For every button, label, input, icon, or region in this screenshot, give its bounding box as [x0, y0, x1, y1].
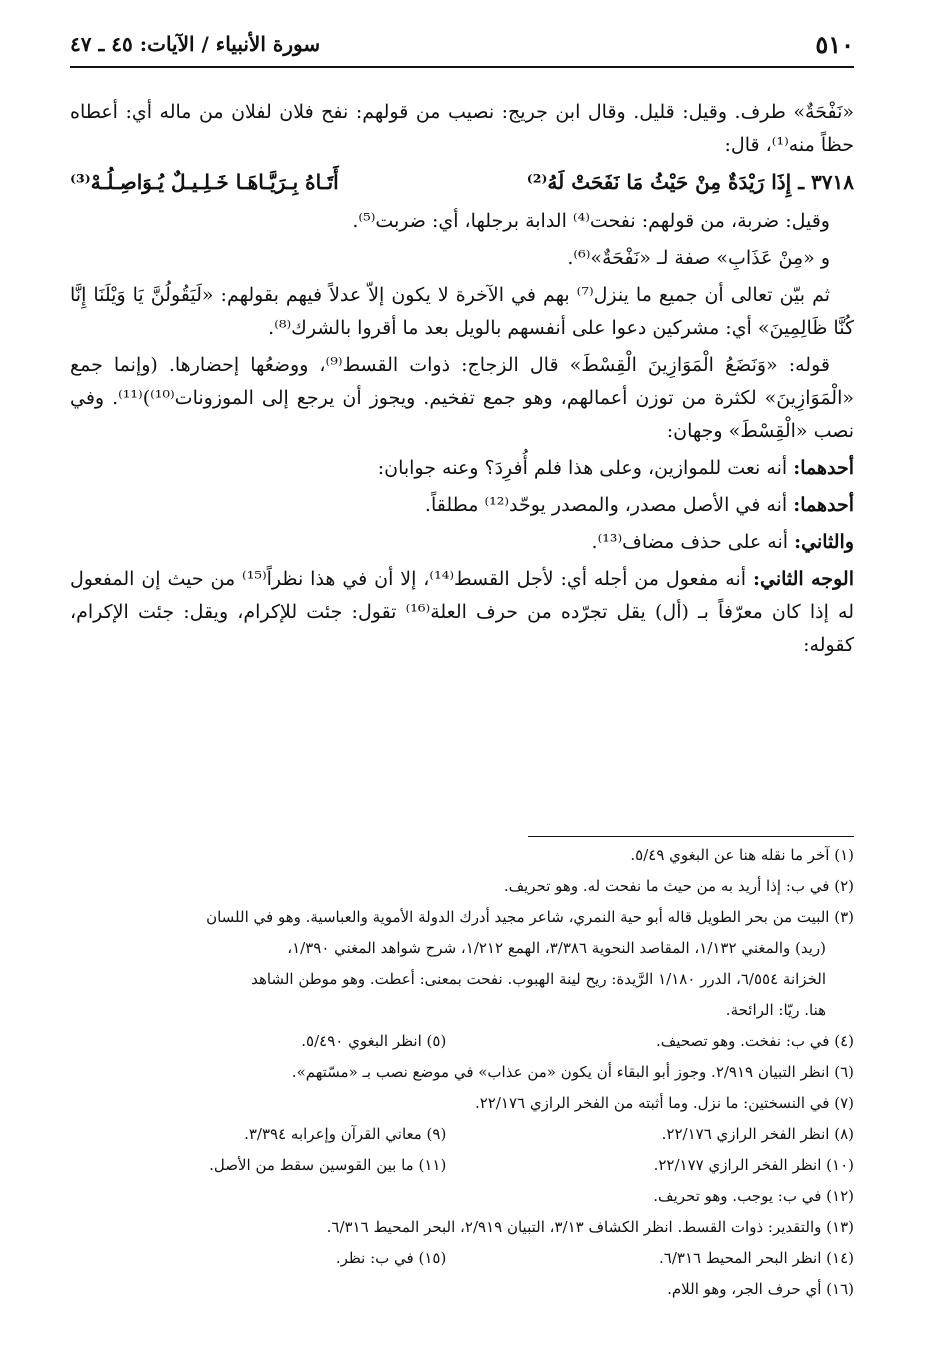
paragraph: وقيل: ضربة، من قولهم: نفحت⁽⁴⁾ الدابة برجلها، أي: ضربت⁽⁵⁾. [352, 210, 830, 232]
paragraph-text: أنه في الأصل مصدر، والمصدر يوحّد⁽¹²⁾ مطلقاً. [424, 494, 794, 516]
paragraph-text: أنه نعت للموازين، وعلى هذا فلم أُفرِدَ؟ وعنه جوابان: [377, 457, 794, 479]
paragraph-label: أحدهما: [793, 494, 854, 516]
paragraph: و «مِنْ عَذَابِ» صفة لـ «نَفْحَةٌ»⁽⁶⁾. [567, 247, 830, 269]
footnote: (٩) معاني القرآن وإعرابه ٣/٣٩٤. [244, 1125, 447, 1143]
paragraph [70, 563, 854, 662]
paragraph [70, 489, 854, 522]
footnote-pair [70, 1243, 854, 1274]
main-text [70, 96, 854, 666]
footnote-continuation: الخزانة ٦/٥٥٤، الدرر ١/١٨٠ الرَّيدة: ريح لينة الهبوب. نفحت بمعنى: أعطت. وهو موطن الشاهد [251, 970, 826, 988]
footnote: (١٢) في ب: يوجب. وهو تحريف. [653, 1187, 854, 1205]
footnote: (١٠) انظر الفخر الرازي ٢٢/١٧٧. [653, 1156, 854, 1174]
paragraph-label: أحدهما: [793, 457, 854, 479]
footnote: (١٥) في ب: نظر. [335, 1249, 447, 1267]
paragraph [70, 526, 854, 559]
footnote: (٢) في ب: إذا أريد به من حيث ما نفحت له. وهو تحريف. [503, 877, 854, 895]
footnote-pair [70, 1026, 854, 1057]
running-title: سورة الأنبياء / الآيات: ٤٥ ـ ٤٧ [70, 32, 321, 56]
footnotes [70, 840, 854, 1305]
verse-second-hemistich: أَتَـاهُ بِـرَيَّـاهَـا خَـلِـيـلٌ يُـوَاصِـلُـهْ⁽³⁾ [70, 170, 339, 194]
paragraph: ثم بيّن تعالى أن جميع ما ينزل⁽⁷⁾ بهم في الآخرة لا يكون إلاّ عدلاً فيهم بقولهم: «لَيَقُولُنَّ يَا وَيْلَنَا إِنَّا كُنَّا ظَالِمِينَ» أي: مشركين دعوا على أنفسهم بالويل بعد ما أقروا بالشرك⁽⁸⁾. [70, 284, 854, 339]
footnote-continuation: (ريد) والمغني ١/١٣٢، المقاصد النحوية ٣/٣٨٦، الهمع ١/٢١٢، شرح شواهد المغني ١/٣٩٠، [287, 939, 826, 957]
footnote: (١١) ما بين القوسين سقط من الأصل. [209, 1156, 447, 1174]
poetry-verse [70, 166, 854, 199]
footnote: (١) آخر ما نقله هنا عن البغوي ٥/٤٩. [630, 846, 854, 864]
paragraph: «نَفْحَةٌ» طرف. وقيل: قليل. وقال ابن جريج: نصيب من قولهم: نفح فلان لفلان من ماله أي: أعطاه حظاً منه⁽¹⁾، قال: [70, 101, 854, 156]
footnote-pair [70, 1119, 854, 1150]
footnote-continuation: هنا. ريّا: الرائحة. [725, 1001, 826, 1019]
footnote: (٥) انظر البغوي ٥/٤٩٠. [301, 1032, 447, 1050]
footnote: (٤) في ب: نفخت. وهو تصحيف. [656, 1032, 854, 1050]
footnote: (١٣) والتقدير: ذوات القسط. انظر الكشاف ٣/١٣، التبيان ٢/٩١٩، البحر المحيط ٦/٣١٦. [326, 1218, 854, 1236]
footnote: (١٦) أي حرف الجر، وهو اللام. [667, 1280, 854, 1298]
paragraph [70, 452, 854, 485]
footnote-rule [528, 836, 854, 837]
footnote: (٦) انظر التبيان ٢/٩١٩. وجوز أبو البقاء أن يكون «من عذاب» في موضع نصب بـ «مسّتهم». [291, 1063, 854, 1081]
verse-first-hemistich: ٣٧١٨ ـ إِذَا رَيْدَةٌ مِنْ حَيْثُ مَا نَفَحَتْ لَهُ⁽²⁾ [526, 170, 854, 194]
footnote: (٨) انظر الفخر الرازي ٢٢/١٧٦. [661, 1125, 854, 1143]
header-rule [70, 66, 854, 68]
paragraph-label: الوجه الثاني: [752, 568, 854, 590]
paragraph-text: أنه على حذف مضاف⁽¹³⁾. [591, 531, 795, 553]
paragraph: قوله: «وَنَضَعُ الْمَوَازِينَ الْقِسْطَ» قال الزجاج: ذوات القسط⁽⁹⁾، ووضعُها إحضارها. (وإنما جمع «الْمَوَازِينَ» لكثرة من توزن أعمالهم، وهو جمع تفخيم. ويجوز أن يرجع إلى الموزونات⁽¹⁰⁾)⁽¹¹⁾. وفي نصب «الْقِسْطَ» وجهان: [70, 354, 854, 442]
footnote: (١٤) انظر البحر المحيط ٦/٣١٦. [659, 1249, 854, 1267]
paragraph-label: والثاني: [794, 531, 854, 553]
paragraph-text: أنه مفعول من أجله أي: لأجل القسط⁽¹⁴⁾، إلا أن في هذا نظراً⁽¹⁵⁾ من حيث إن المفعول له إذا كان معرّفاً بـ (أل) يقل تجرّده من حرف العلة⁽¹⁶⁾ تقول: جئت للإكرام، ويقل: جئت الإكرام، كقوله: [70, 568, 854, 656]
footnote: (٧) في النسختين: ما نزل. وما أثبته من الفخر الرازي ٢٢/١٧٦. [474, 1094, 854, 1112]
page-header [70, 28, 854, 66]
footnote: (٣) البيت من بحر الطويل قاله أبو حية النمري، شاعر مجيد أدرك الدولة الأموية والعباسية. وهو في اللسان [206, 908, 854, 926]
footnote-pair [70, 1150, 854, 1181]
page-number: ٥١٠ [815, 30, 854, 59]
